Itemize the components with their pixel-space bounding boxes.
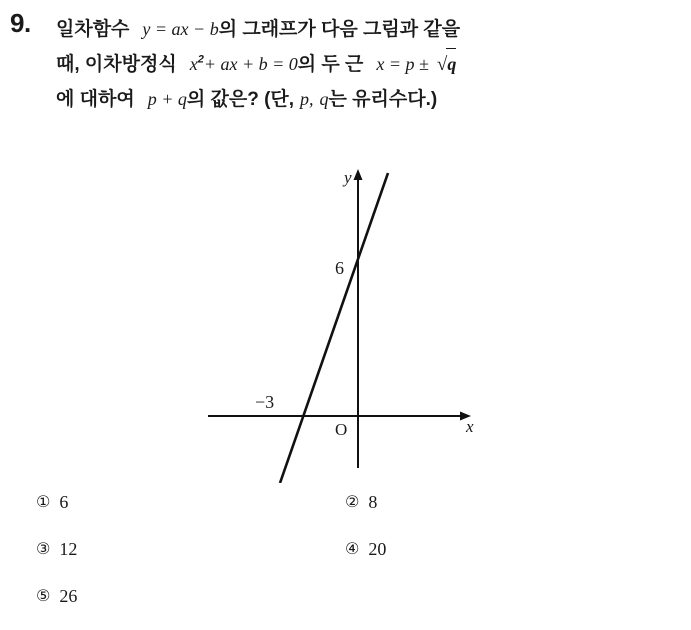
graph-figure [180, 158, 510, 483]
question-number: 9. [10, 8, 31, 38]
question-line-3-prefix: 에 대하여 [56, 89, 135, 110]
choice-3[interactable] [36, 539, 77, 560]
question-line-3-tail: 는 유리수다.) [328, 89, 438, 110]
choice-3-marker: ③ [36, 539, 51, 558]
choice-5[interactable] [36, 586, 77, 607]
question-line-3 [56, 82, 676, 117]
question-line-2-math-rest: + ax + b = 0 [203, 54, 298, 74]
question-line-2-exponent: 2 [197, 53, 204, 66]
question-line-3-var-q: q [319, 89, 329, 109]
question-text [56, 12, 676, 117]
square-root-icon: √ q [435, 47, 456, 82]
y-axis-label: y [344, 168, 352, 187]
choice-5-text: 26 [59, 586, 78, 606]
radicand: q [447, 54, 457, 74]
question-line-3-suffix: 의 값은? (단, [186, 89, 295, 110]
choice-4[interactable] [345, 539, 386, 560]
choice-5-marker: ⑤ [36, 586, 51, 605]
x-intercept-label: −3 [255, 392, 275, 412]
question-line-2 [56, 47, 676, 82]
question-line-3-math: p + q [147, 89, 187, 109]
linear-function-line [280, 173, 388, 483]
question-line-1-math: y = ax − b [142, 19, 219, 39]
choice-2-marker: ② [345, 492, 360, 511]
question-line-2-root-lead: x = p ± [376, 54, 429, 74]
choice-2-text: 8 [368, 492, 378, 512]
choice-3-text: 12 [59, 539, 78, 559]
question-line-3-var-p: p, [300, 89, 314, 109]
y-axis-arrow [354, 169, 363, 180]
origin-label: O [335, 420, 348, 439]
x-axis-label: x [466, 417, 474, 436]
question-line-1-prefix: 일차함수 [56, 19, 130, 40]
question-line-1-suffix: 의 그래프가 다음 그림과 같을 [218, 19, 461, 40]
question-line-2-prefix: 때, 이차방정식 [56, 54, 177, 75]
choice-2[interactable] [345, 492, 377, 513]
question-line-2-math-base: x [189, 54, 198, 74]
choice-4-marker: ④ [345, 539, 360, 558]
question-line-1 [56, 12, 676, 47]
y-intercept-label: 6 [335, 258, 344, 278]
choice-1-marker: ① [36, 492, 51, 511]
choice-1[interactable] [36, 492, 68, 513]
choice-1-text: 6 [59, 492, 69, 512]
question-line-2-mid: 의 두 근 [297, 54, 364, 75]
choice-4-text: 20 [368, 539, 387, 559]
